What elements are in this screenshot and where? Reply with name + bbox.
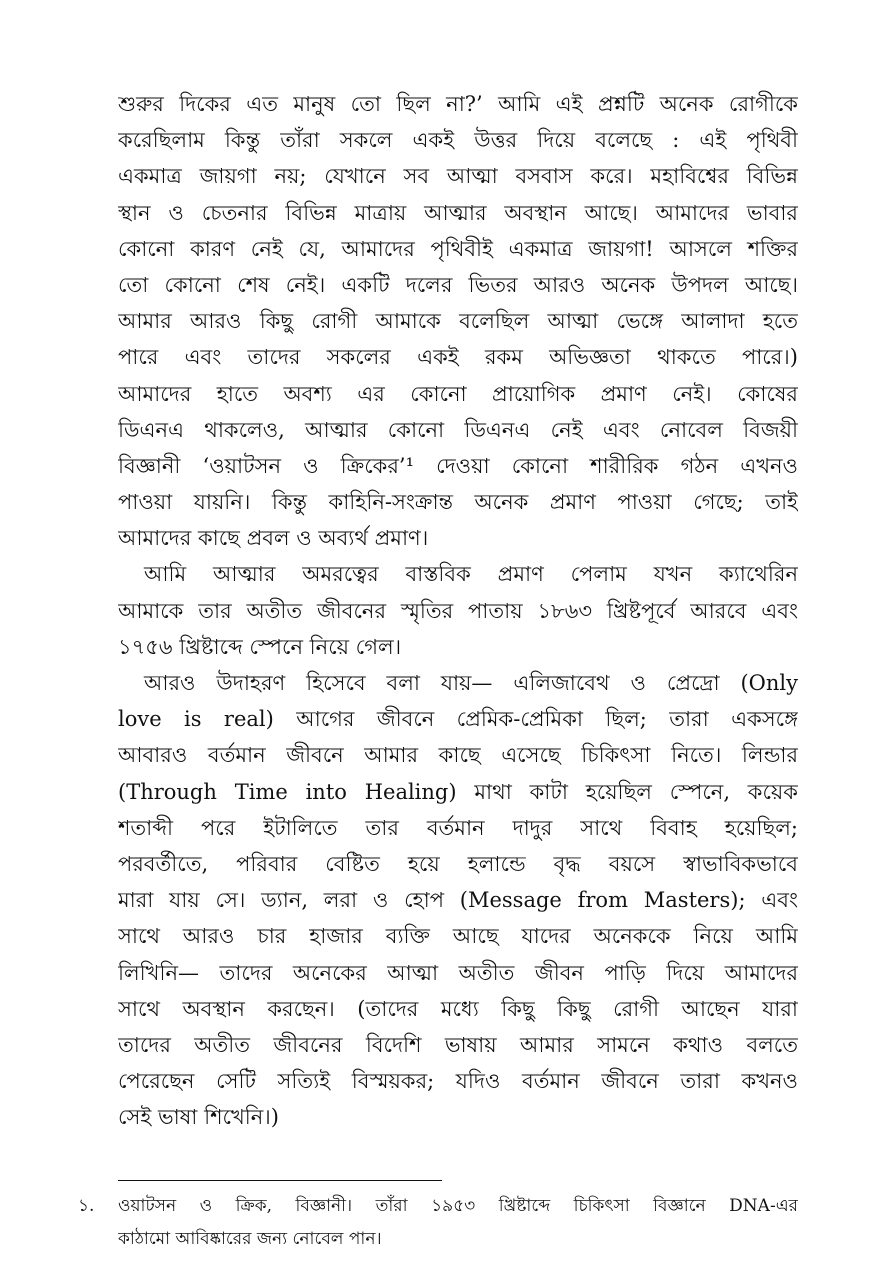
- text-line-28: পেরেছেন সেটি সত্যিই বিস্ময়কর; যদিও বর্তমান জীবনে তারা কখনও: [118, 1069, 798, 1094]
- text-line-5: কোনো কারণ নেই যে, আমাদের পৃথিবীই একমাত্র জায়গা! আসলে শক্তির: [118, 236, 798, 261]
- text-line-22: পরবর্তীতে, পরিবার বেষ্টিত হয়ে হলান্ডে বৃদ্ধ বয়সে স্বাভাবিকভাবে: [118, 851, 798, 876]
- footnote-number: ১.: [78, 1196, 95, 1216]
- text-line-24: সাথে আরও চার হাজার ব্যক্তি আছে যাদের অনেককে নিয়ে আমি: [118, 924, 798, 949]
- footnote-line-1: ওয়াটসন ও ক্রিক, বিজ্ঞানী। তাঁরা ১৯৫৩ খ্রিষ্টাব্দে চিকিৎসা বিজ্ঞানে DNA-এর: [118, 1196, 798, 1216]
- text-line-15: আমাকে তার অতীত জীবনের স্মৃতির পাতায় ১৮৬৩ খ্রিষ্টপূর্বে আরবে এবং: [118, 598, 798, 623]
- text-line-19: আবারও বর্তমান জীবনে আমার কাছে এসেছে চিকিৎসা নিতে। লিন্ডার: [118, 743, 798, 768]
- text-line-17: আরও উদাহরণ হিসেবে বলা যায়— এলিজাবেথ ও প্রেদ্রো (Only: [144, 671, 798, 695]
- text-line-14: আমি আত্মার অমরত্বের বাস্তবিক প্রমাণ পেলাম যখন ক্যাথেরিন: [144, 562, 798, 587]
- footnote-row-1: [78, 1190, 798, 1223]
- text-line-8: পারে এবং তাদের সকলের একই রকম অভিজ্ঞতা থাকতে পারে।): [118, 345, 798, 370]
- text-line-25: লিখিনি— তাদের অনেকের আত্মা অতীত জীবন পাড়ি দিয়ে আমাদের: [118, 960, 798, 985]
- text-line-27: তাদের অতীত জীবনের বিদেশি ভাষায় আমার সামনে কথাও বলতে: [118, 1032, 798, 1057]
- text-line-10: ডিএনএ থাকলেও, আত্মার কোনো ডিএনএ নেই এবং নোবেল বিজয়ী: [118, 417, 798, 442]
- text-line-2: করেছিলাম কিন্তু তাঁরা সকলে একই উত্তর দিয়ে বলেছে : এই পৃথিবী: [118, 128, 798, 153]
- body-text: [118, 86, 798, 1135]
- footnote-line-2: কাঠামো আবিষ্কারের জন্য নোবেল পান।: [118, 1229, 382, 1249]
- text-line-7: আমার আরও কিছু রোগী আমাকে বলেছিল আত্মা ভেঙ্গে আলাদা হতে: [118, 309, 798, 334]
- text-line-18: love is real) আগের জীবনে প্রেমিক-প্রেমিকা ছিল; তারা একসঙ্গে: [118, 707, 798, 732]
- text-line-21: শতাব্দী পরে ইটালিতে তার বর্তমান দাদুর সাথে বিবাহ হয়েছিল;: [118, 815, 798, 840]
- footnote-divider: [118, 1180, 442, 1181]
- text-line-29: সেই ভাষা শিখেনি।): [118, 1105, 279, 1130]
- text-line-12: পাওয়া যায়নি। কিন্তু কাহিনি-সংক্রান্ত অনেক প্রমাণ পাওয়া গেছে; তাই: [118, 490, 798, 515]
- footnote-number-spacer: [78, 1223, 118, 1256]
- text-line-23: মারা যায় সে। ড্যান, লরা ও হোপ (Message from Masters); এবং: [118, 888, 798, 913]
- text-line-9: আমাদের হাতে অবশ্য এর কোনো প্রায়োগিক প্রমাণ নেই। কোষের: [118, 381, 798, 406]
- footnote-row-2: [78, 1223, 798, 1256]
- text-line-6: তো কোনো শেষ নেই। একটি দলের ভিতর আরও অনেক উপদল আছে।: [118, 272, 798, 297]
- text-line-4: স্থান ও চেতনার বিভিন্ন মাত্রায় আত্মার অবস্থান আছে। আমাদের ভাবার: [118, 200, 798, 225]
- text-line-3: একমাত্র জায়গা নয়; যেখানে সব আত্মা বসবাস করে। মহাবিশ্বের বিভিন্ন: [118, 164, 798, 189]
- text-line-1: শুরুর দিকের এত মানুষ তো ছিল না?’ আমি এই প্রশ্নটি অনেক রোগীকে: [118, 92, 798, 116]
- footnote: [78, 1190, 798, 1256]
- text-line-20: (Through Time into Healing) মাথা কাটা হয়েছিল স্পেনে, কয়েক: [118, 779, 798, 804]
- text-line-26: সাথে অবস্থান করছেন। (তাদের মধ্যে কিছু কিছু রোগী আছেন যারা: [118, 996, 798, 1021]
- text-line-13: আমাদের কাছে প্রবল ও অব্যর্থ প্রমাণ।: [118, 526, 429, 551]
- text-line-11: বিজ্ঞানী ‘ওয়াটসন ও ক্রিকের’¹ দেওয়া কোনো শারীরিক গঠন এখনও: [118, 453, 798, 478]
- text-line-16: ১৭৫৬ খ্রিষ্টাব্দে স্পেনে নিয়ে গেল।: [118, 634, 402, 659]
